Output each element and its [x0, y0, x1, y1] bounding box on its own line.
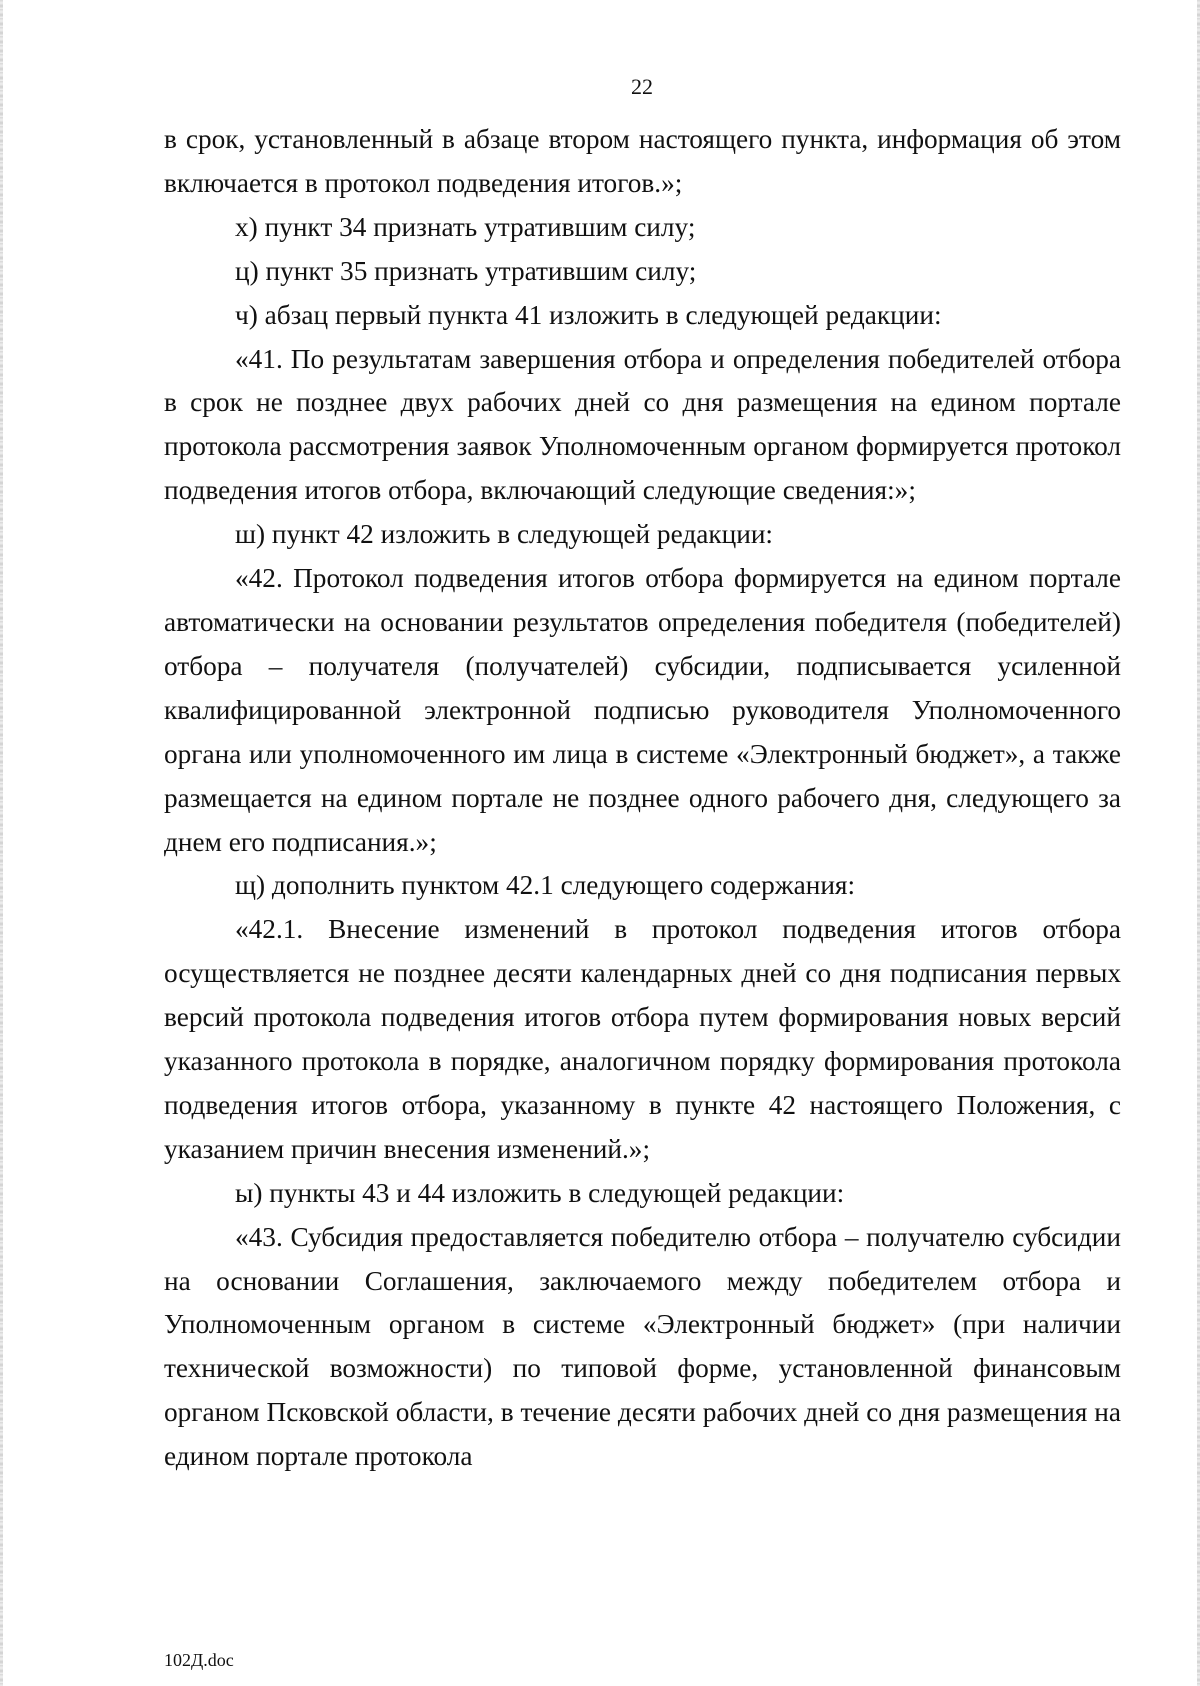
- paragraph-item-ts: ц) пункт 35 признать утратившим силу;: [235, 255, 697, 286]
- paragraph-clause-42: «42. Протокол подведения итогов отбора формируется на едином портале автоматически на основании результатов определения победителя (победителей) отбора – получателя (получателей) субсидии, подписывается усиленной квалифицированной электронной подписью руководителя Уполномоченного органа или уполномоченного им лица в системе «Электронный бюджет», а также размещается на едином портале не позднее одного рабочего дня, следующего за днем его подписания.»;: [164, 563, 1121, 857]
- paragraph-clause-42-1: «42.1. Внесение изменений в протокол подведения итогов отбора осуществляется не позднее десяти календарных дней со дня подписания первых версий протокола подведения итогов отбора путем формирования новых версий указанного протокола в порядке, аналогичном порядку формирования протокола подведения итогов отбора, указанному в пункте 42 настоящего Положения, с указанием причин внесения изменений.»;: [164, 914, 1121, 1164]
- paragraph-item-sh: ш) пункт 42 изложить в следующей редакции:: [235, 519, 774, 550]
- paragraph-clause-43: «43. Субсидия предоставляется победителю отбора – получателю субсидии на основании Соглашения, заключаемого между победителем отбора и Уполномоченным органом в системе «Электронный бюджет» (при наличии технической возможности) по типовой форме, установленной финансовым органом Псковской области, в течение десяти рабочих дней со дня размещения на едином портале протокола: [164, 1221, 1121, 1472]
- paragraph-item-kh: х) пункт 34 признать утратившим силу;: [235, 211, 696, 242]
- document-body: [164, 118, 1121, 1479]
- paragraph-continuation: в срок, установленный в абзаце втором настоящего пункта, информация об этом включается в протокол подведения итогов.»;: [164, 124, 1121, 198]
- scan-edge-left: [0, 0, 3, 1686]
- paragraph-item-shch: щ) дополнить пунктом 42.1 следующего содержания:: [235, 870, 856, 901]
- page-number: 22: [631, 74, 653, 99]
- paragraph-clause-41: «41. По результатам завершения отбора и определения победителей отбора в срок не позднее двух рабочих дней со дня размещения на едином портале протокола рассмотрения заявок Уполномоченным органом формируется протокол подведения итогов отбора, включающий следующие сведения:»;: [164, 343, 1121, 506]
- paragraph-item-ch: ч) абзац первый пункта 41 изложить в следующей редакции:: [235, 299, 942, 330]
- footer-filename: 102Д.doc: [164, 1650, 234, 1670]
- paragraph-item-y: ы) пункты 43 и 44 изложить в следующей редакции:: [235, 1177, 845, 1208]
